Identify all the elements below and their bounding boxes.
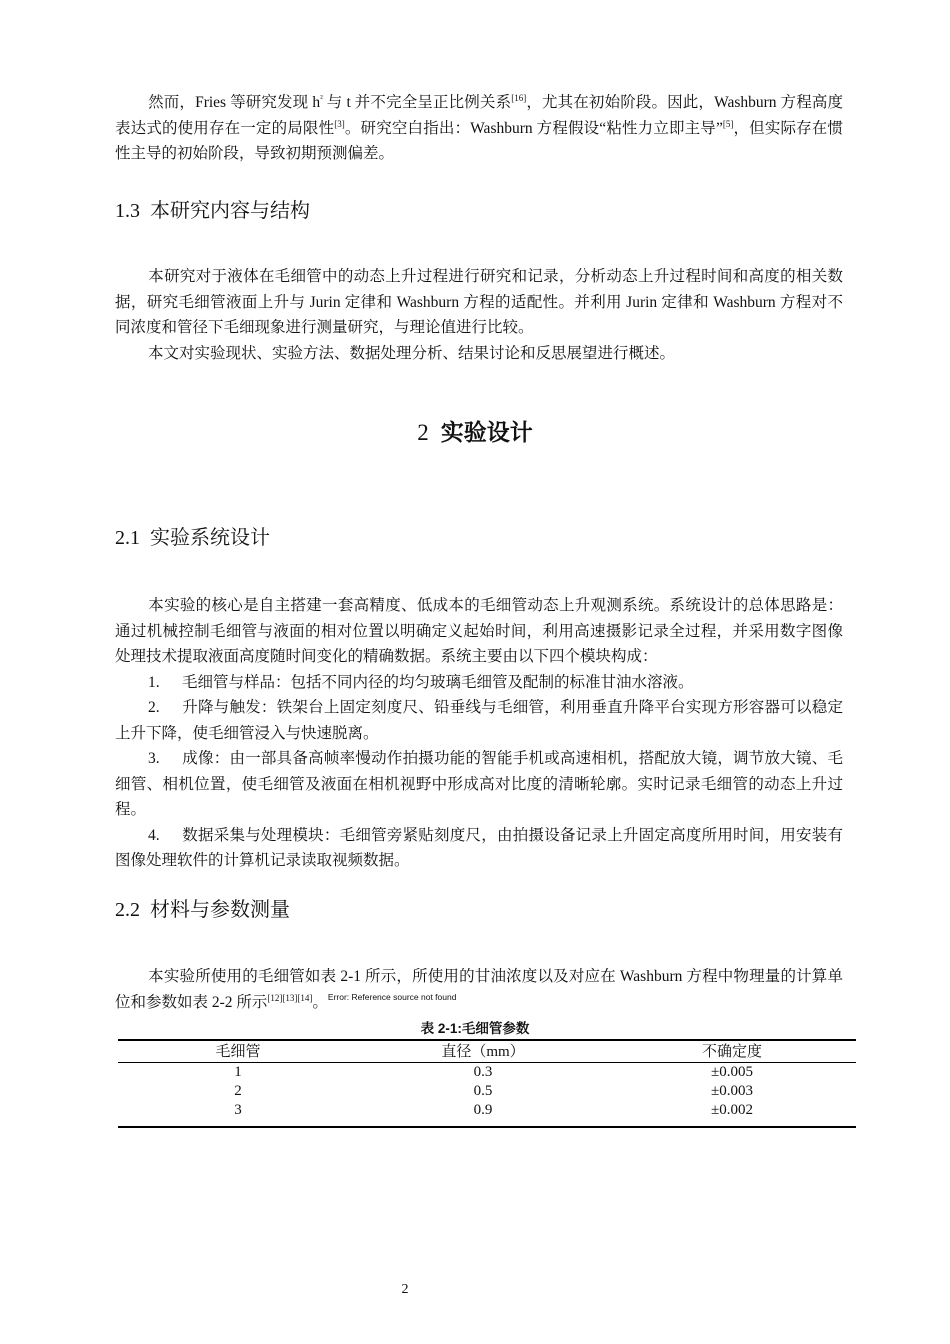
section-number: 2.2 [115,899,140,921]
page-number: 2 [401,1282,409,1297]
paragraph-text: 本研究对于液体在毛细管中的动态上升过程进行研究和记录，分析动态上升过程时间和高度的相关数据，研究毛细管液面上升与 Jurin 定律和 Washburn 方程的适配性。并利用 Jurin 定律和 Washburn 方程对不同浓度和管径下毛细现象进行测量研究，与理论值进行比较。 [115,268,843,336]
paragraph-text: 本文对实验现状、实验方法、数据处理分析、结果讨论和反思展望进行概述。 [148,345,676,362]
table-cell: 0.5 [473,1083,493,1099]
table-cell: 0.9 [358,1101,608,1127]
intro-text-1: 然而，Fries 等研究发现 h [148,94,321,111]
table-header-cell: 直径（mm） [358,1040,608,1063]
section-number: 1.3 [115,200,140,222]
citation-5: [5] [722,118,734,129]
table-caption [0,1017,950,1037]
table-cell: 2 [234,1083,242,1099]
section-heading-2-1 [115,521,270,550]
table-cell: 1 [234,1064,242,1080]
table-cell: ±0.002 [608,1101,856,1127]
citation-3: [3] [334,118,345,129]
intro-text-4: 。研究空白指出：Washburn 方程假设“粘性力立即主导” [344,119,723,137]
table-row [118,1101,856,1127]
list-text: 升降与触发：铁架台上固定刻度尺、铅垂线与毛细管，利用垂直升降平台实现方形容器可以稳定上升下降，使毛细管浸入与快速脱离。 [115,699,843,742]
intro-text-3: ，尤其在初始阶段。因此，Washburn 方程高度表达式的使用存在一定的局限性 [115,94,843,137]
list-number: 3. [148,750,160,767]
superscript-square: ² [320,93,323,103]
section-title: 材料与参数测量 [150,897,290,921]
table-cell: 0.3 [473,1064,493,1080]
capillary-parameters-table [118,1039,856,1128]
chapter-number: 2 [417,420,429,445]
table-header-cell: 不确定度 [608,1040,856,1063]
citations-12-13-14: [12][13][14] [267,992,313,1003]
paragraph-text-end: 。 [312,993,328,1011]
intro-text-2: 与 t 并不完全呈正比例关系 [322,94,512,111]
section-title: 本研究内容与结构 [150,198,310,222]
list-number: 2. [148,699,160,716]
list-item [115,746,843,823]
list-number: 1. [148,673,160,691]
intro-paragraph [115,90,843,167]
section-number: 2.1 [115,527,140,549]
chapter-heading-2 [0,414,950,447]
table-caption-number: 表 2-1: [420,1021,462,1036]
table-cell: ±0.005 [711,1064,753,1080]
table-row [118,1082,856,1101]
citation-16: [16] [511,93,527,103]
list-text: 毛细管与样品：包括不同内径的均匀玻璃毛细管及配制的标准甘油水溶液。 [182,673,694,691]
section-title: 实验系统设计 [150,525,270,549]
list-item [115,670,843,696]
intro-text-5: ，但实际存在惯性主导的初始阶段，导致初期预测偏差。 [115,119,843,162]
section-heading-1-3 [115,194,310,223]
list-text: 成像：由一部具备高帧率慢动作拍摄功能的智能手机或高速相机，搭配放大镜，调节放大镜、毛细管、相机位置，使毛细管及液面在相机视野中形成高对比度的清晰轮廓。实时记录毛细管的动态上升过程。 [115,750,843,818]
section-1-3-paragraph-1 [115,264,843,341]
section-2-1-body [115,593,843,874]
section-heading-2-2 [115,893,290,922]
section-1-3-paragraph-2 [115,341,843,367]
table-header-cell: 毛细管 [118,1040,358,1063]
section-2-1-paragraph [115,593,843,670]
list-number: 4. [148,826,160,844]
table-header-row [118,1040,856,1063]
chapter-title: 实验设计 [440,420,533,446]
list-item [115,823,843,874]
reference-error-note: Error: Reference source not found [327,991,457,1002]
list-text: 数据采集与处理模块：毛细管旁紧贴刻度尺，由拍摄设备记录上升固定高度所用时间，用安装有图像处理软件的计算机记录读取视频数据。 [115,826,843,869]
section-2-2-paragraph [115,964,843,1015]
table-row [118,1063,856,1083]
paragraph-text: 本实验所使用的毛细管如表 2-1 所示，所使用的甘油浓度以及对应在 Washburn 方程中物理量的计算单位和参数如表 2-2 所示 [115,968,843,1011]
list-item [115,695,843,746]
table-cell: ±0.003 [711,1083,753,1099]
table-caption-title: 毛细管参数 [461,1021,530,1037]
paragraph-text: 本实验的核心是自主搭建一套高精度、低成本的毛细管动态上升观测系统。系统设计的总体思路是：通过机械控制毛细管与液面的相对位置以明确定义起始时间，利用高速摄影记录全过程，并采用数字图像处理技术提取液面高度随时间变化的精确数据。系统主要由以下四个模块构成： [115,597,843,665]
table-cell: 3 [118,1101,358,1127]
